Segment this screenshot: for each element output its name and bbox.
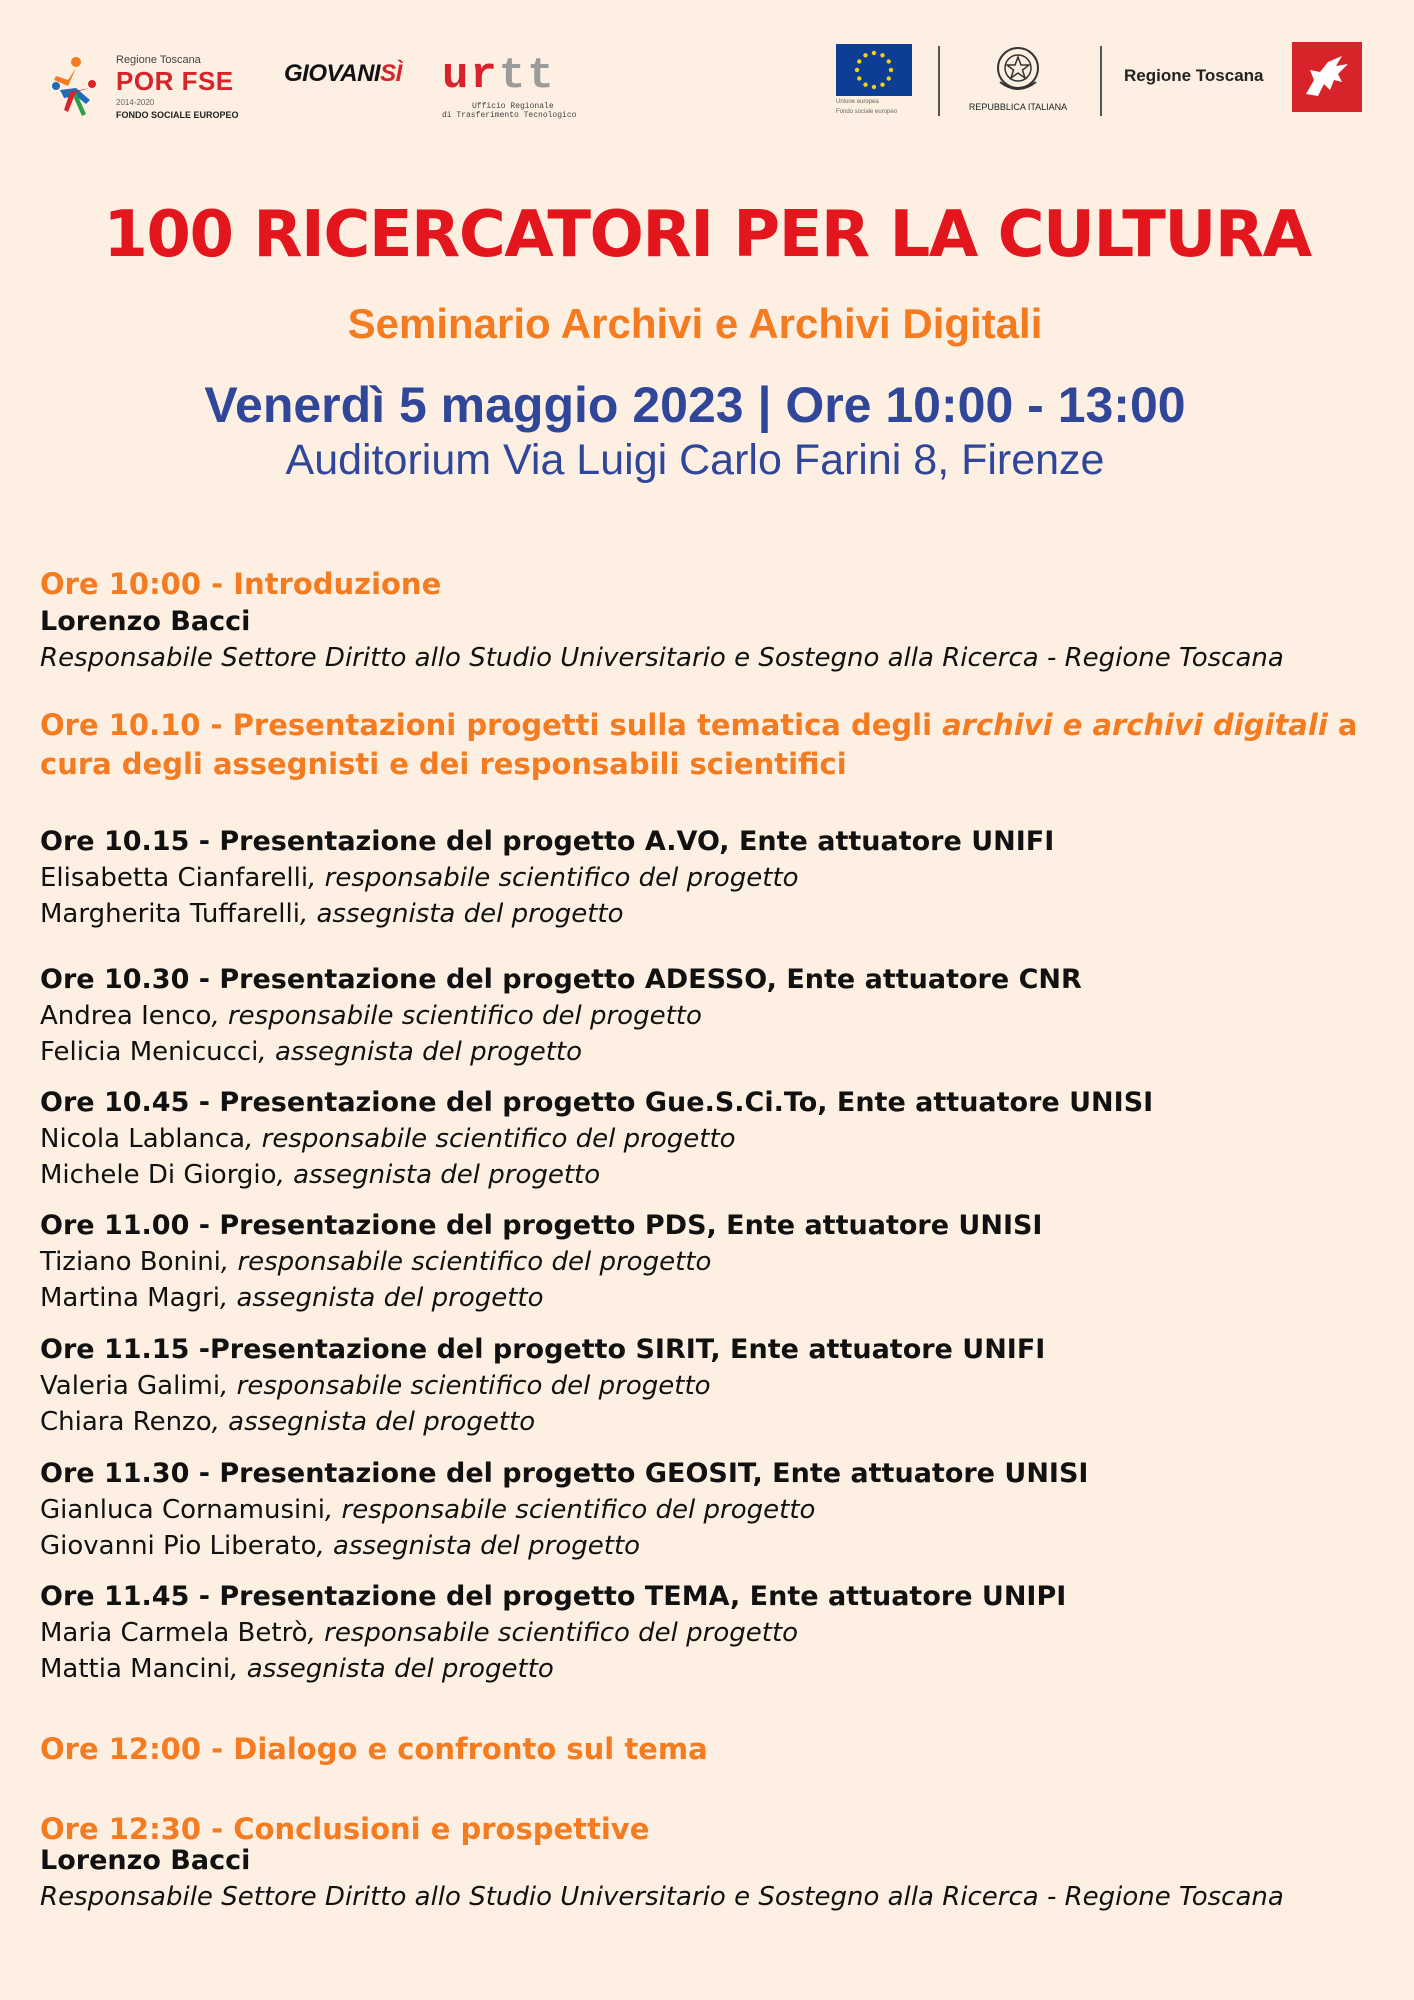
fellow-name: Margherita Tuffarelli xyxy=(40,899,300,929)
fellow-role: , assegnista del progetto xyxy=(316,1531,641,1561)
eu-star xyxy=(855,68,859,72)
project-block xyxy=(40,1579,1390,1687)
lead-role: , responsabile scientifico del progetto xyxy=(220,1247,712,1277)
project-fellow xyxy=(40,1651,1390,1687)
dialogue-section xyxy=(40,1730,1390,1769)
lead-role: , responsabile scientifico del progetto xyxy=(211,1001,702,1031)
emblem-icon xyxy=(994,44,1042,94)
intro-role: Responsabile Settore Diritto allo Studio Universitario e Sostegno alla Ricerca - Regione Toscana xyxy=(40,643,1284,673)
dialogue-time: Ore 12:00 - Dialogo e confronto sul tema xyxy=(40,1732,708,1766)
presentations-intro-text xyxy=(40,706,1390,784)
lead-name: Valeria Galimi xyxy=(40,1371,221,1401)
lead-name: Gianluca Cornamusini xyxy=(40,1495,325,1525)
lead-role: , responsabile scientifico del progetto xyxy=(245,1124,736,1154)
eu-star xyxy=(880,83,884,87)
intro-speaker: Lorenzo Bacci xyxy=(40,606,251,637)
fellow-role: , assegnista del progetto xyxy=(299,899,624,929)
fellow-role: , assegnista del progetto xyxy=(258,1037,582,1067)
lead-name: Tiziano Bonini xyxy=(40,1247,221,1277)
project-heading: Ore 10.30 - Presentazione del progetto ADESSO, Ente attuatore CNR xyxy=(40,964,1082,995)
intro-section xyxy=(40,565,1390,676)
project-heading: Ore 10.45 - Presentazione del progetto Gue.S.Ci.To, Ente attuatore UNISI xyxy=(40,1087,1154,1118)
fellow-role: , assegnista del progetto xyxy=(211,1407,536,1437)
fellow-role: , assegnista del progetto xyxy=(230,1654,554,1684)
fellow-name: Michele Di Giorgio xyxy=(40,1160,277,1190)
project-lead xyxy=(40,998,1390,1034)
project-block xyxy=(40,1208,1390,1316)
presentations-intro-post: a cura degli assegnisti e dei responsabili scientifici xyxy=(40,708,1358,781)
eu-star xyxy=(863,53,867,57)
eu-flag-icon xyxy=(836,44,912,96)
lead-role: , responsabile scientifico del progetto xyxy=(308,863,799,893)
project-heading: Ore 11.15 -Presentazione del progetto SIRIT, Ente attuatore UNIFI xyxy=(40,1334,1046,1365)
project-fellow xyxy=(40,1404,1390,1440)
lead-name: Nicola Lablanca xyxy=(40,1124,246,1154)
giovani-text: GIOVANI xyxy=(284,60,381,87)
eu-star xyxy=(880,53,884,57)
urtt-line-1: Ufficio Regionale xyxy=(472,102,554,111)
project-heading: Ore 11.00 - Presentazione del progetto PDS, Ente attuatore UNISI xyxy=(40,1210,1043,1241)
eu-line-2: Fondo sociale europeo xyxy=(836,109,898,115)
project-block xyxy=(40,1085,1390,1193)
eu-star xyxy=(887,59,891,63)
fellow-name: Mattia Mancini xyxy=(40,1654,231,1684)
lead-name: Elisabetta Cianfarelli xyxy=(40,863,309,893)
project-fellow xyxy=(40,1157,1390,1193)
figures-icon xyxy=(46,56,100,116)
conclusion-speaker: Lorenzo Bacci xyxy=(40,1845,251,1876)
eu-star xyxy=(887,76,891,80)
fellow-name: Giovanni Pio Liberato xyxy=(40,1531,317,1561)
conclusion-section xyxy=(40,1810,1390,1915)
project-lead xyxy=(40,1368,1390,1404)
intro-time: Ore 10:00 - Introduzione xyxy=(40,567,442,601)
event-dateline: Venerdì 5 maggio 2023 | Ore 10:00 - 13:00 xyxy=(204,377,1186,433)
project-lead xyxy=(40,1244,1390,1280)
por-fse-logo xyxy=(46,46,266,120)
project-lead xyxy=(40,1121,1390,1157)
repubblica-logo xyxy=(962,44,1074,118)
project-fellow xyxy=(40,896,1390,932)
giovani-accent: SÌ xyxy=(380,60,402,87)
conclusion-time: Ore 12:30 - Conclusioni e prospettive xyxy=(40,1812,650,1846)
presentations-intro-pre: Ore 10.10 - Presentazioni progetti sulla tematica degli xyxy=(40,708,943,742)
eu-star xyxy=(872,51,876,55)
fellow-role: , assegnista del progetto xyxy=(276,1160,601,1190)
lead-role: , responsabile scientifico del progetto xyxy=(220,1371,711,1401)
pegasus-icon xyxy=(1292,42,1362,112)
project-fellow xyxy=(40,1280,1390,1316)
eu-star xyxy=(889,68,893,72)
por-fse-region: Regione Toscana xyxy=(116,54,201,66)
repubblica-caption: REPUBBLICA ITALIANA xyxy=(968,102,1068,112)
logo-divider xyxy=(1100,46,1102,116)
eu-logo xyxy=(836,44,912,116)
urtt-line-2: di Trasferimento Tecnologico xyxy=(442,111,577,120)
project-lead xyxy=(40,860,1390,896)
urtt-mark-red: ur xyxy=(442,51,499,101)
project-heading: Ore 11.30 - Presentazione del progetto GEOSIT, Ente attuatore UNISI xyxy=(40,1458,1089,1489)
eu-line-1: Unione europea xyxy=(836,99,879,105)
urtt-logo xyxy=(442,51,632,120)
lead-name: Andrea Ienco xyxy=(40,1001,212,1031)
event-subtitle: Seminario Archivi e Archivi Digitali xyxy=(347,300,1043,347)
regione-toscana-label: Regione Toscana xyxy=(1124,66,1264,85)
fellow-name: Martina Magri xyxy=(40,1283,220,1313)
fellow-name: Felicia Menicucci xyxy=(40,1037,259,1067)
project-block xyxy=(40,824,1390,932)
eu-star xyxy=(857,59,861,63)
presentations-intro-italic: archivi e archivi digitali xyxy=(942,708,1328,742)
por-fse-fund: FONDO SOCIALE EUROPEO xyxy=(116,110,239,120)
presentations-intro xyxy=(40,706,1390,784)
event-title: 100 RICERCATORI PER LA CULTURA xyxy=(103,198,1311,272)
project-fellow xyxy=(40,1528,1390,1564)
urtt-mark-grey: tt xyxy=(498,51,556,101)
project-block xyxy=(40,1332,1390,1440)
conclusion-role: Responsabile Settore Diritto allo Studio Universitario e Sostegno alla Ricerca - Regione Toscana xyxy=(40,1882,1284,1912)
project-block xyxy=(40,962,1390,1070)
eu-star xyxy=(857,76,861,80)
lead-role: , responsabile scientifico del progetto xyxy=(324,1495,816,1525)
project-block xyxy=(40,1456,1390,1564)
fellow-role: , assegnista del progetto xyxy=(219,1283,544,1313)
project-lead xyxy=(40,1615,1390,1651)
lead-role: , responsabile scientifico del progetto xyxy=(307,1618,799,1648)
lead-name: Maria Carmela Betrò xyxy=(40,1618,308,1648)
giovani-si-logo xyxy=(284,60,402,88)
project-lead xyxy=(40,1492,1390,1528)
event-venue: Auditorium Via Luigi Carlo Farini 8, Firenze xyxy=(285,436,1105,484)
eu-star xyxy=(863,83,867,87)
project-heading: Ore 11.45 - Presentazione del progetto TEMA, Ente attuatore UNIPI xyxy=(40,1581,1067,1612)
project-heading: Ore 10.15 - Presentazione del progetto A.VO, Ente attuatore UNIFI xyxy=(40,826,1055,857)
por-fse-years: 2014-2020 xyxy=(116,98,155,107)
por-fse-name: POR FSE xyxy=(116,66,234,96)
logo-divider xyxy=(938,46,940,116)
project-fellow xyxy=(40,1034,1390,1070)
fellow-name: Chiara Renzo xyxy=(40,1407,212,1437)
logo-bar xyxy=(0,40,1414,130)
eu-star xyxy=(872,85,876,89)
